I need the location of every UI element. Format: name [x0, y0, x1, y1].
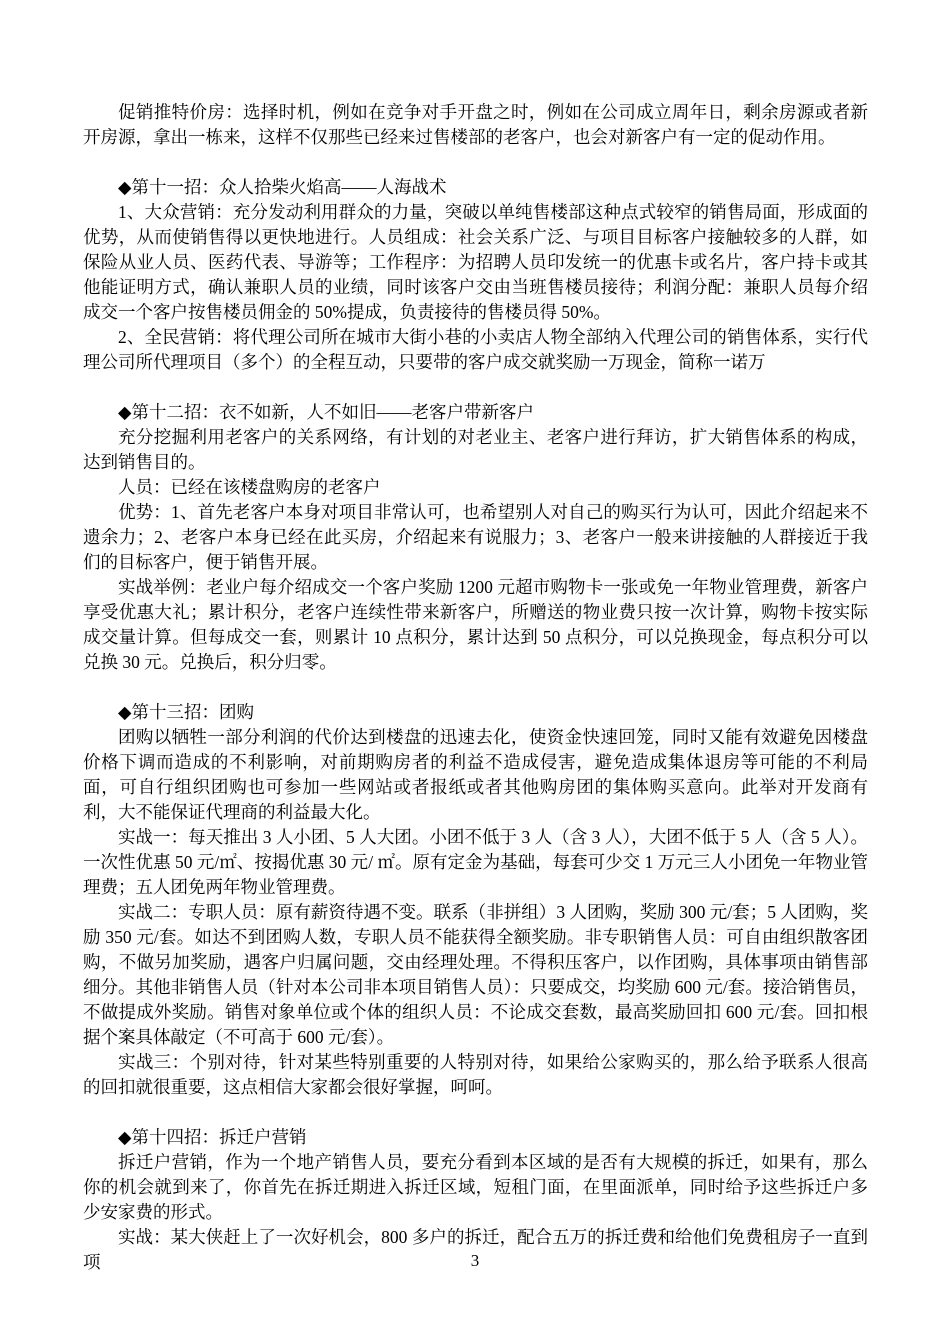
paragraph-old-customer-network: 充分挖掘利用老客户的关系网络，有计划的对老业主、老客户进行拜访，扩大销售体系的构成，达到销售目的。 [83, 427, 868, 472]
paragraph-practice-three: 实战三：个别对待，针对某些特别重要的人特别对待，如果给公家购买的，那么给予联系人很高的回扣就很重要，这点相信大家都会很好掌握，呵呵。 [83, 1052, 868, 1097]
paragraph-personnel: 人员：已经在该楼盘购房的老客户 [118, 477, 381, 497]
paragraph-promo-special-price: 促销推特价房：选择时机，例如在竞争对手开盘之时，例如在公司成立周年日，剩余房源或者新开房源，拿出一栋来，这样不仅那些已经来过售楼部的老客户，也会对新客户有一定的促动作用。 [83, 102, 868, 147]
paragraph-relocation-practice: 实战：某大侠赶上了一次好机会，800 多户的拆迁，配合五万的拆迁费和给他们免费租房子一直到项 [83, 1227, 868, 1272]
paragraph-practice-example: 实战举例：老业户每介绍成交一个客户奖励 1200 元超市购物卡一张或免一年物业管理费，新客户享受优惠大礼；累计积分，老客户连续性带来新客户，所赠送的物业费只按一次计算，购物卡按实际成交量计算。但每成交一套，则累计 10 点积分，累计达到 50 点积分，可以兑换现金，每点积分可以兑换 30 元。兑换后，积分归零。 [83, 577, 868, 672]
paragraph-all-people-marketing: 2、全民营销：将代理公司所在城市大街小巷的小卖店人物全部纳入代理公司的销售体系，实行代理公司所代理项目（多个）的全程互动，只要带的客户成交就奖励一万现金，简称一诺万 [83, 327, 868, 372]
paragraph-group-buying-intro: 团购以牺牲一部分利润的代价达到楼盘的迅速去化，使资金快速回笼，同时又能有效避免因楼盘价格下调而造成的不利影响，对前期购房者的利益不造成侵害，避免造成集体退房等可能的不利局面，可自行组织团购也可参加一些网站或者报纸或者其他购房团的集体购买意向。此举对开发商有利，大不能保证代理商的利益最大化。 [83, 727, 868, 822]
page-number: 3 [470, 1251, 480, 1270]
blank-line [83, 150, 868, 175]
blank-line [83, 1100, 868, 1125]
heading-tactic-14-relocation-marketing: ◆第十四招：拆迁户营销 [118, 1127, 307, 1147]
paragraph-mass-marketing: 1、大众营销：充分发动利用群众的力量，突破以单纯售楼部这种点式较窄的销售局面，形成面的优势，从而使销售得以更快地进行。人员组成：社会关系广泛、与项目目标客户接触较多的人群，如保险从业人员、医药代表、导游等；工作程序：为招聘人员印发统一的优惠卡或名片，客户持卡或其他能证明方式，确认兼职人员的业绩，同时该客户交由当班售楼员接待；利润分配：兼职人员每介绍成交一个客户按售楼员佣金的 50%提成，负责接待的售楼员得 50%。 [83, 202, 868, 322]
blank-line [83, 375, 868, 400]
blank-line [83, 675, 868, 700]
paragraph-practice-two: 实战二：专职人员：原有薪资待遇不变。联系（非拼组）3 人团购，奖励 300 元/套；5 人团购，奖励 350 元/套。如达不到团购人数，专职人员不能获得全额奖励。非专职销售人员：可自由组织散客团购，不做另加奖励，遇客户归属问题，交由经理处理。不得积压客户，以作团购，具体事项由销售部细分。其他非销售人员（针对本公司非本项目销售人员）：只要成交，均奖励 600 元/套。接洽销售员，不做提成外奖励。销售对象单位或个体的组织人员：不论成交套数，最高奖励回扣 600 元/套。回扣根据个案具体敲定（不可高于 600 元/套）。 [83, 902, 868, 1047]
paragraph-advantages: 优势：1、首先老客户本身对项目非常认可，也希望别人对自己的购买行为认可，因此介绍起来不遗余力；2、老客户本身已经在此买房，介绍起来有说服力；3、老客户一般来讲接触的人群接近于我们的目标客户，便于销售开展。 [83, 502, 868, 572]
heading-tactic-12-old-customers: ◆第十二招：衣不如新，人不如旧——老客户带新客户 [118, 402, 534, 422]
heading-tactic-11-crowd-strategy: ◆第十一招：众人拾柴火焰高——人海战术 [118, 177, 447, 197]
heading-tactic-13-group-buying: ◆第十三招：团购 [118, 702, 254, 722]
paragraph-relocation-marketing: 拆迁户营销，作为一个地产销售人员，要充分看到本区域的是否有大规模的拆迁，如果有，那么你的机会就到来了，你首先在拆迁期进入拆迁区域，短租门面，在里面派单，同时给予这些拆迁户多少安家费的形式。 [83, 1152, 868, 1222]
paragraph-practice-one: 实战一：每天推出 3 人小团、5 人大团。小团不低于 3 人（含 3 人），大团不低于 5 人（含 5 人）。一次性优惠 50 元/㎡、按揭优惠 30 元/ ㎡。原有定金为基础，每套可少交 1 万元三人小团免一年物业管理费；五人团免两年物业管理费。 [83, 827, 868, 897]
